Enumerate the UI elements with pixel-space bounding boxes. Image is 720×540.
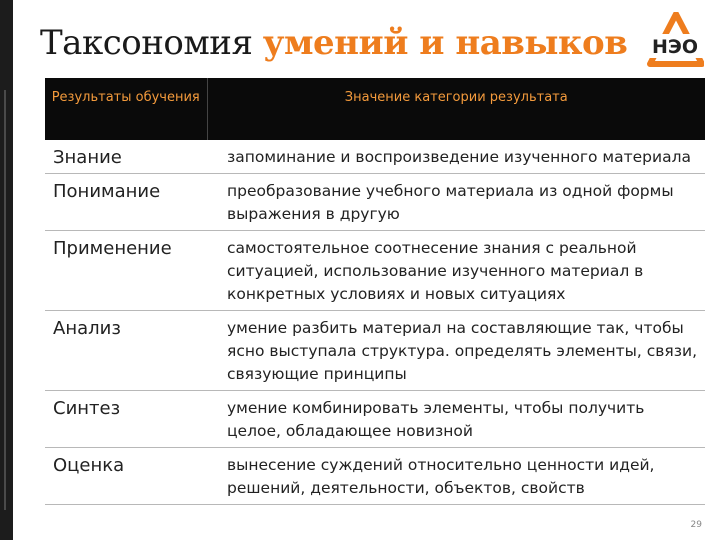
title-accent: умений и навыков bbox=[262, 23, 628, 63]
slide-number: 29 bbox=[690, 520, 702, 530]
neo-logo bbox=[646, 12, 704, 70]
table-header-row bbox=[45, 78, 705, 140]
title-plain: Таксономия bbox=[40, 23, 263, 63]
slide-title bbox=[40, 14, 627, 72]
table-row bbox=[45, 448, 705, 505]
table-row bbox=[45, 231, 705, 311]
row-term: Применение bbox=[45, 231, 207, 311]
header-category-meaning: Значение категории результата bbox=[207, 78, 705, 140]
row-description: вынесение суждений относительно ценности идей, решений, деятельности, объектов, свойств bbox=[207, 448, 705, 505]
row-description: умение разбить материал на составляющие так, чтобы ясно выступала структура. определять элементы, связи, связующие принципы bbox=[207, 311, 705, 391]
row-description: запоминание и воспроизведение изученного материала bbox=[207, 140, 705, 174]
table-row bbox=[45, 391, 705, 448]
row-description: самостоятельное соотнесение знания с реальной ситуацией, использование изученного материал в конкретных условиях и новых ситуациях bbox=[207, 231, 705, 311]
left-decorative-bar bbox=[0, 0, 13, 540]
table-row bbox=[45, 174, 705, 231]
taxonomy-table bbox=[45, 78, 705, 505]
row-term: Анализ bbox=[45, 311, 207, 391]
logo-text: НЭО bbox=[652, 36, 698, 58]
left-bar-highlight bbox=[4, 90, 6, 510]
table-row bbox=[45, 140, 705, 174]
table-row bbox=[45, 311, 705, 391]
row-description: преобразование учебного материала из одной формы выражения в другую bbox=[207, 174, 705, 231]
header-learning-outcomes: Результаты обучения bbox=[45, 78, 207, 140]
row-term: Синтез bbox=[45, 391, 207, 448]
row-term: Знание bbox=[45, 140, 207, 174]
row-description: умение комбинировать элементы, чтобы получить целое, обладающее новизной bbox=[207, 391, 705, 448]
row-term: Понимание bbox=[45, 174, 207, 231]
row-term: Оценка bbox=[45, 448, 207, 505]
